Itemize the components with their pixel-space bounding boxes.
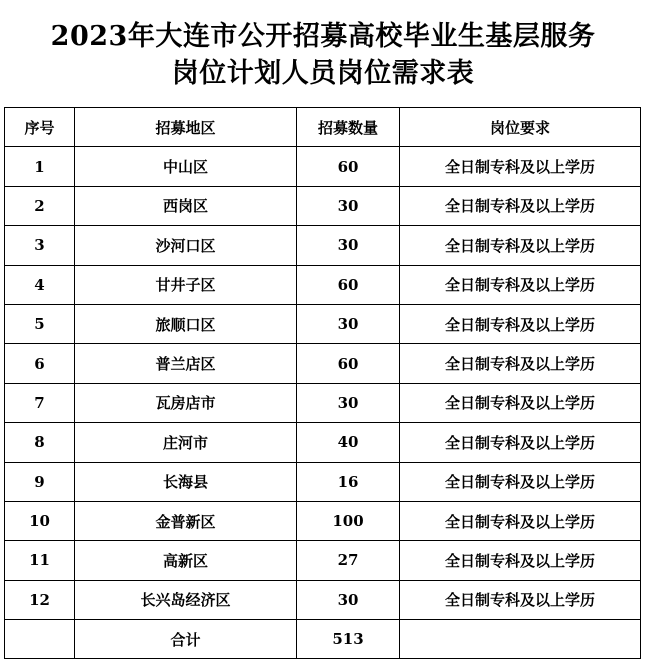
cell-region: 长兴岛经济区 (75, 580, 297, 619)
table-row (5, 580, 641, 619)
cell-region: 西岗区 (75, 186, 297, 225)
table-row (5, 344, 641, 383)
cell-count: 30 (297, 226, 400, 265)
cell-serial-number: 12 (5, 580, 75, 619)
cell-count: 16 (297, 462, 400, 501)
cell-region: 沙河口区 (75, 226, 297, 265)
cell-region: 中山区 (75, 147, 297, 186)
cell-requirement: 全日制专科及以上学历 (400, 226, 641, 265)
cell-serial-number: 6 (5, 344, 75, 383)
cell-region: 庄河市 (75, 423, 297, 462)
cell-count: 40 (297, 423, 400, 462)
cell-requirement: 全日制专科及以上学历 (400, 541, 641, 580)
cell-requirement: 全日制专科及以上学历 (400, 501, 641, 540)
cell-serial-number: 11 (5, 541, 75, 580)
cell-region: 甘井子区 (75, 265, 297, 304)
cell-requirement: 全日制专科及以上学历 (400, 383, 641, 422)
cell-serial-number: 1 (5, 147, 75, 186)
cell-count: 60 (297, 265, 400, 304)
cell-serial-number: 9 (5, 462, 75, 501)
cell-region: 长海县 (75, 462, 297, 501)
table-row (5, 501, 641, 540)
cell-serial-number: 5 (5, 304, 75, 343)
cell-serial-number: 7 (5, 383, 75, 422)
cell-count: 30 (297, 383, 400, 422)
cell-requirement: 全日制专科及以上学历 (400, 344, 641, 383)
total-count: 513 (297, 620, 400, 659)
title-line-2: 岗位计划人员岗位需求表 (171, 58, 475, 89)
header-region: 招募地区 (75, 108, 297, 147)
cell-requirement: 全日制专科及以上学历 (400, 186, 641, 225)
recruitment-table (4, 107, 641, 659)
table-row (5, 147, 641, 186)
total-requirement-cell (400, 620, 641, 659)
cell-requirement: 全日制专科及以上学历 (400, 462, 641, 501)
cell-count: 30 (297, 304, 400, 343)
cell-serial-number: 3 (5, 226, 75, 265)
document-title (0, 0, 646, 106)
table-row (5, 186, 641, 225)
total-label: 合计 (75, 620, 297, 659)
cell-serial-number: 4 (5, 265, 75, 304)
cell-serial-number: 2 (5, 186, 75, 225)
table-header-row (5, 108, 641, 147)
table-row (5, 423, 641, 462)
cell-region: 普兰店区 (75, 344, 297, 383)
cell-requirement: 全日制专科及以上学历 (400, 580, 641, 619)
total-row (5, 620, 641, 659)
cell-count: 30 (297, 186, 400, 225)
table-row (5, 265, 641, 304)
table-row (5, 383, 641, 422)
cell-count: 30 (297, 580, 400, 619)
cell-requirement: 全日制专科及以上学历 (400, 304, 641, 343)
header-count: 招募数量 (297, 108, 400, 147)
cell-count: 60 (297, 147, 400, 186)
cell-region: 瓦房店市 (75, 383, 297, 422)
cell-requirement: 全日制专科及以上学历 (400, 423, 641, 462)
title-line-1: 2023年大连市公开招募高校毕业生基层服务 (50, 21, 596, 52)
cell-region: 高新区 (75, 541, 297, 580)
cell-requirement: 全日制专科及以上学历 (400, 265, 641, 304)
cell-count: 60 (297, 344, 400, 383)
table-row (5, 226, 641, 265)
total-serial-cell (5, 620, 75, 659)
cell-region: 旅顺口区 (75, 304, 297, 343)
header-serial-number: 序号 (5, 108, 75, 147)
cell-requirement: 全日制专科及以上学历 (400, 147, 641, 186)
cell-serial-number: 8 (5, 423, 75, 462)
table-row (5, 304, 641, 343)
cell-count: 100 (297, 501, 400, 540)
table-row (5, 462, 641, 501)
cell-count: 27 (297, 541, 400, 580)
cell-serial-number: 10 (5, 501, 75, 540)
header-requirement: 岗位要求 (400, 108, 641, 147)
cell-region: 金普新区 (75, 501, 297, 540)
table-row (5, 541, 641, 580)
